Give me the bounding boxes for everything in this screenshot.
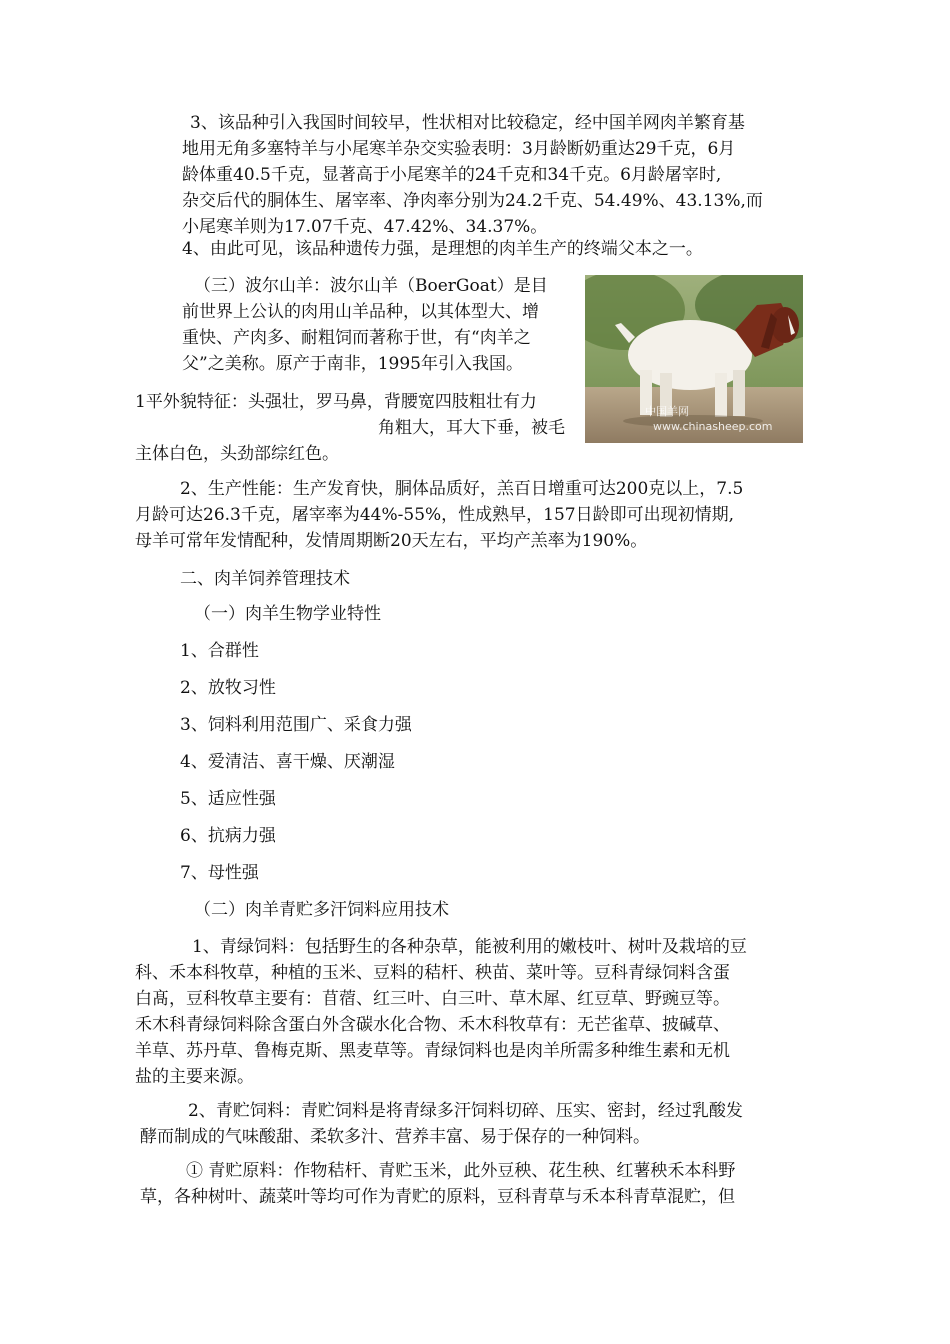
green-line-3: 白髙，豆科牧草主要有：苜蓿、红三叶、白三叶、草木犀、红豆草、野豌豆等。 (135, 989, 730, 1009)
green-line-6: 盐的主要来源。 (135, 1067, 254, 1087)
photo-watermark-url: www.chinasheep.com (653, 420, 773, 433)
trait-item: 5、适应性强 (180, 789, 276, 809)
raw-line-2: 草，各种树叶、蔬菜叶等均可作为青贮的原料，豆科青草与禾本科青草混贮，但 (140, 1187, 735, 1207)
para1-line-3: 龄体重40.5千克，显著高于小尾寒羊的24千克和34千克。6月龄屠宰时, (182, 165, 722, 185)
para1-line-5: 小尾寒羊则为17.07千克、47.42%、34.37%。 (182, 217, 548, 237)
silage-line-2: 酵而制成的气味酸甜、柔软多汁、营养丰富、易于保存的一种饲料。 (140, 1127, 650, 1147)
boer-line-4: 父”之美称。原产于南非，1995年引入我国。 (182, 354, 523, 374)
feature-line-3: 主体白色，头劲部综红色。 (135, 444, 339, 464)
sub2-heading: （二）肉羊青贮多汗饲料应用技术 (194, 900, 449, 920)
para2-line: 4、由此可见，该品种遗传力强，是理想的肉羊生产的终端父本之一。 (182, 239, 703, 259)
trait-item: 4、爱清洁、喜干燥、厌潮湿 (180, 752, 395, 772)
goat-image (585, 275, 803, 443)
trait-item: 1、合群性 (180, 641, 259, 661)
boer-line-2: 前世界上公认的肉用山羊品种，以其体型大、增 (182, 302, 539, 322)
feature-line-2: 角粗大，耳大下垂，被毛 (378, 418, 565, 438)
trait-item: 2、放牧习性 (180, 678, 276, 698)
green-line-1: 1、青绿饲料：包括野生的各种杂草，能被利用的嫩枝叶、树叶及栽培的豆 (192, 937, 747, 957)
sub1-heading: （一）肉羊生物学业特性 (194, 604, 381, 624)
perf-line-2: 月龄可达26.3千克，屠宰率为44%-55%，性成熟早，157日龄即可出现初情期, (135, 505, 735, 525)
green-line-2: 科、禾本科牧草，种植的玉米、豆料的秸杆、秧苗、菜叶等。豆科青绿饲料含蛋 (135, 963, 730, 983)
perf-line-3: 母羊可常年发情配种，发情周期断20天左右，平均产羔率为190%。 (135, 531, 648, 551)
boer-line-3: 重快、产肉多、耐粗饲而著称于世，有“肉羊之 (182, 328, 531, 348)
trait-item: 7、母性强 (180, 863, 259, 883)
boer-goat-photo (585, 275, 803, 443)
trait-item: 3、饲料利用范围广、采食力强 (180, 715, 412, 735)
green-line-4: 禾木科青绿饲料除含蛋白外含碳水化合物、禾木科牧草有：无芒雀草、披碱草、 (135, 1015, 730, 1035)
para1-line-2: 地用无角多塞特羊与小尾寒羊杂交实验表明：3月龄断奶重达29千克，6月 (182, 139, 736, 159)
silage-line-1: 2、青贮饲料：青贮饲料是将青绿多汗饲料切碎、压实、密封，经过乳酸发 (188, 1101, 743, 1121)
para1-line-4: 杂交后代的胴体生、屠宰率、净肉率分别为24.2千克、54.49%、43.13%,而 (182, 191, 763, 211)
section2-heading: 二、肉羊饲养管理技术 (180, 569, 350, 589)
perf-line-1: 2、生产性能：生产发育快，胴体品质好，羔百日增重可达200克以上，7.5 (180, 479, 744, 499)
photo-watermark-cn: 中国羊网 (645, 405, 689, 418)
feature-line-1: 1平外貌特征：头强壮，罗马鼻，背腰宽四肢粗壮有力 (135, 392, 537, 412)
para1-line-1: 3、该品种引入我国时间较早，性状相对比较稳定，经中国羊网肉羊繁育基 (190, 113, 745, 133)
raw-line-1: ① 青贮原料：作物秸杆、青贮玉米，此外豆秧、花生秧、红薯秧禾本科野 (186, 1161, 736, 1181)
trait-item: 6、抗病力强 (180, 826, 276, 846)
green-line-5: 羊草、苏丹草、鲁梅克斯、黑麦草等。青绿饲料也是肉羊所需多种维生素和无机 (135, 1041, 730, 1061)
boer-line-1: （三）波尔山羊：波尔山羊（BoerGoat）是目 (194, 276, 548, 296)
